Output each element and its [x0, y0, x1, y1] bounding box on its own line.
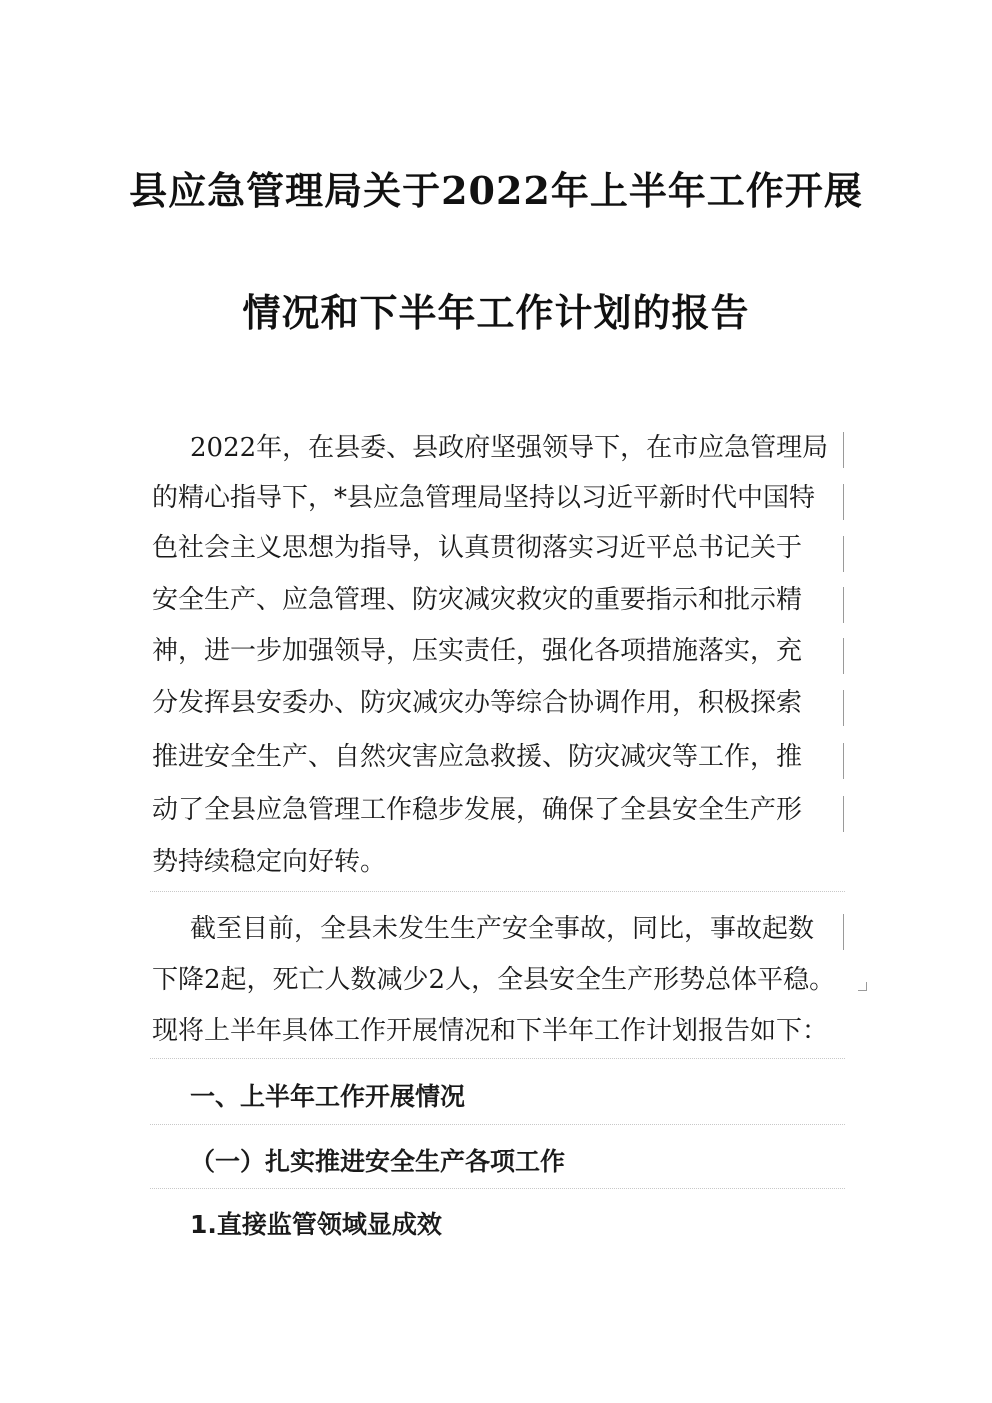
- margin-marker: [843, 914, 844, 950]
- margin-marker: [843, 796, 844, 832]
- document-title-line-2: 情况和下半年工作计划的报告: [242, 290, 750, 335]
- paragraph-1-line-9: 势持续稳定向好转。: [152, 847, 387, 877]
- block-separator: [150, 1058, 845, 1059]
- paragraph-1-line-1: 2022年，在县委、县政府坚强领导下，在市应急管理局: [190, 433, 829, 463]
- margin-marker: [843, 432, 844, 468]
- paragraph-2-line-2: 下降2起，死亡人数减少2人，全县安全生产形势总体平稳。: [152, 965, 836, 995]
- section-heading-1: 一、上半年工作开展情况: [190, 1082, 466, 1111]
- paragraph-2-line-1: 截至目前，全县未发生生产安全事故，同比，事故起数: [190, 914, 815, 944]
- margin-marker: [843, 536, 844, 572]
- section-heading-3: 1.直接监管领域显成效: [190, 1210, 442, 1239]
- paragraph-2-line-3: 现将上半年具体工作开展情况和下半年工作计划报告如下：: [152, 1016, 829, 1046]
- paragraph-1-line-5: 神，进一步加强领导，压实责任，强化各项措施落实，充: [152, 636, 803, 666]
- margin-marker: [843, 743, 844, 779]
- margin-marker: [843, 690, 844, 726]
- margin-marker: [843, 484, 844, 520]
- paragraph-1-line-8: 动了全县应急管理工作稳步发展，确保了全县安全生产形: [152, 795, 803, 825]
- paragraph-end-marker: [858, 982, 867, 991]
- block-separator: [150, 1124, 845, 1125]
- margin-marker: [843, 638, 844, 674]
- document-title-line-1: 县应急管理局关于2022年上半年工作开展: [129, 168, 863, 213]
- block-separator: [150, 891, 845, 892]
- margin-marker: [843, 587, 844, 623]
- section-heading-2: （一）扎实推进安全生产各项工作: [190, 1147, 566, 1176]
- paragraph-1-line-3: 色社会主义思想为指导，认真贯彻落实习近平总书记关于: [152, 533, 803, 563]
- paragraph-1-line-6: 分发挥县安委办、防灾减灾办等综合协调作用，积极探索: [152, 688, 803, 718]
- paragraph-1-line-7: 推进安全生产、自然灾害应急救援、防灾减灾等工作，推: [152, 742, 803, 772]
- paragraph-1-line-4: 安全生产、应急管理、防灾减灾救灾的重要指示和批示精: [152, 585, 803, 615]
- paragraph-1-line-2: 的精心指导下，*县应急管理局坚持以习近平新时代中国特: [152, 483, 816, 513]
- block-separator: [150, 1188, 845, 1189]
